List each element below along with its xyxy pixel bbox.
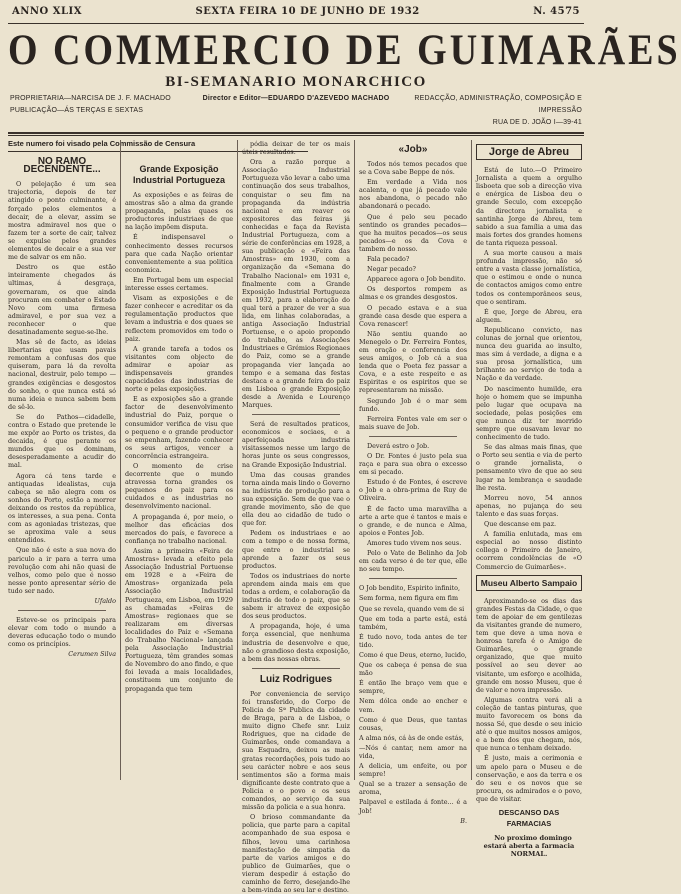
col1-signature-2: Cerumen Silva [68,650,116,659]
newspaper-page [8,6,681,894]
year-label: ANNO XLIX [12,6,82,17]
col5-headline-1: Jorge de Abreu [476,144,582,160]
col3-para-mid-1: Uma das cousas grandes torna ainda mais lindo o Governo na indústria de produção para a sua exposição. Sem de que vae o grande movimento, são de que ella deu ao cidadão de tudo o que for. [242,470,350,528]
col2-headline: Grande Exposição Industrial Portugueza [132,164,225,185]
columns-area [8,139,584,894]
col4-poem-15: Qual se a trazer a sensação de aroma, [359,780,467,797]
col5-para1-5: Se das almas mais finas, que o Porto seu sentia e via de perto o grande jornalista, o pensamento vivo de que ao seu lugar na lembrança e saudade lhe resta. [476,443,582,492]
col4-separator-1 [369,436,457,437]
col2-para-8: Assim a primeira «Feira de Amostras» levada a efeito pela Associação Industrial Portuense em 1928 e a «Feira de Amostras» organizada pela Associação Industrial Portugueza, em Lisboa, em 1929 as chamadas «Feiras de Amostras» regionaes que se realizaram em diversas localidades do Paiz e «Semana do Trabalho Nacional» lançada pela Associação Industrial Portugueza, têm grandes somas de Novembro do ano findo, e que foi levada a mais localidades, constituem um conjunto de propaganda que tem [125,546,233,693]
info-line [8,93,584,129]
column-3 [242,140,350,894]
col2-para-2: Em Portugal bem um especial interesse esses certames. [125,275,233,293]
column-divider-3 [354,140,355,780]
col1-signature: Ufaldo [94,596,116,605]
col4-poem-4: É tudo novo, toda antes de ter tido. [359,632,467,649]
col4-stanza2-3: É de facto uma maravilha a arte a arte que é tantos e mais e o grande, e de nunca e Alma, apoios e Fontes Job. [359,504,467,537]
col4-stanza-9: Segundo Job é o mar sem fundo. [359,396,467,413]
col3-separator-1 [252,414,340,415]
owner-text: PROPRIETARIA—NARCISA DE J. F. MACHADO [10,95,171,102]
col3-para-mid-2: Pedem os industriaes e ao com a tempo e de nossa forma, que entre o industrial se aprende a fazer os seus productos. [242,529,350,570]
col4-poem-8: É então lhe braço vem que e sempre, [359,679,467,696]
col2-para-3: Visam as exposições e de fazer conhecer e acreditar os da regulamentação productos que levam a industria e dos quaes se reflectem promovidos em todo o paiz. [125,294,233,343]
top-line [8,6,584,24]
header-rule-thin [8,135,584,136]
col3-para-mid-3: Todos os industriaes do norte aprendem ainda mais em que todas a ordem, e colaboração da industria de todo o paiz, que se sabem ir atravez de exposição dos seus productos. [242,571,350,621]
col2-para-4: A grande tarefa a todos os visitantes com objecto de admirar e apoiar as indispensaveis grandes capacidades das industrias de norte e pelas exposições. [125,344,233,394]
column-4 [359,140,467,825]
col3-para-mid-4: A propaganda, hoje, é uma força essencial, que nenhuma industria de desenvolve e que, não o grandioso desta exposição, a bem das nossas obras. [242,622,350,663]
col4-stanza2-1: O Dr. Fontes é justo pela sua raça e para sua obra o excesso em si pecado. [359,452,467,477]
col5-para1-4: Do nascimento humilde, era hoje o homem que se impunha pelo lugar que ocupava na sociedade, pelas posições em que nunca diz ter morrido sempre que ousavam levar no conhecimento de tudo. [476,384,582,442]
issue-date: SEXTA FEIRA 10 DE JUNHO DE 1932 [195,6,420,17]
col3-separator-2 [252,668,340,669]
col1-para-3: Se do Pathos—cidadelle, contra o Estado que pretende le me expôr ao Porto os tristes, da decaida, é que perante os mundos que os dominam, desesperadamente a acudir do mal. [8,412,116,470]
column-2 [125,160,233,780]
masthead-subtitle: BI-SEMANARIO MONARCHICO [165,74,427,90]
issue-number: N. 4575 [533,6,580,17]
col2-para-0: As exposições e as feiras de amostras são a alma da grande propaganda, pelas quaes os productores industriaes de que na lação impõem disputa. [125,191,233,232]
column-divider-1 [120,140,121,780]
col4-poem-3: Que em toda a parte está, está também, [359,614,467,631]
col1-para-5: Que não é este a sua nova do pariculo a ir para a terra uma revolução com ahi não quasi de velhos, como pelo que é nosso nesse ponto apresentar sério de tudo ser nado. [8,546,116,595]
col4-poem-7: Que os cabeça é pensa de sua mão [359,661,467,678]
col5-para1-0: Está de luto.—O Primeiro Jornalista a quem a orgulho lisboeta que sob a direcção viva e enérgica de Lisboa deu o grande Seculo, com excepção da directora jornalista e santinha Jorge de Abreu, tem sabido a sua família a uma das mais fortes dos grandes homens de tanta riqueza pessoal. [476,166,582,247]
info-right [395,93,582,129]
col4-signature: B. [460,816,467,825]
col4-stanza2-4: Amores tudo vivem nos seus. [367,538,462,547]
col4-poem-12: A alma nós, cá às de onde estás, [359,733,464,742]
publication-text: PUBLICAÇÃO—ÁS TERÇAS E SEXTAS [10,107,144,114]
col1-headline: NO RAMO DECENDENTE... [23,156,101,176]
col4-stanza-5: Apparece agora o Job bendito. [367,275,466,284]
col3-para-top-0: pódia deixar de ter os mais úteis resultados. [242,140,350,157]
col1-para-4: Agora cá tens tarde e antiquadas idealistas, cuja cabeça se não alegra com os sonhos do Porto, estão a morrer deixando os restos da república, os interesses, a sua pena. Conta com as agoniadas tristezas, que se aproxima vale a seus entendidos. [8,471,116,545]
col5-para2-0: Aproximando-se os dias das grandes Festas da Cidade, o que tem de apoiar de em gentilezas da visitantes grande de numero, tem que deve a uma nova e honrosa tarefa é o Amigo de Guimarães, o grande organizado, que que muito possível ao seu dever ao visitante, um esforço e acolhida, grande em nosso Museu, que é de valor e nova impressão. [476,596,582,694]
col5-para1-3: Republicano convicto, nas colunas de jornal que orientou, nunca deu guarida ao insulto, mas sim á verdade, a digna e a sua prosa jornalística, um brilhante ao serviço de toda a Nação e da verdade. [476,325,582,383]
director-text: Director e Editor—EDUARDO D'AZEVEDO MACHADO [202,95,390,102]
col2-para-7: A propaganda é, por meio, o melhor das eficácias dos mercados do país, e favorece a confiança no trabalho nacional. [125,512,233,545]
col1-para-2: Mas sê de facto, as ideias libertarias que usam pavais remontam a confusas dos que quiseram, para lá da revolta nacional, destruir, pelo tempo — grandes exigências e desgostos do sonho, o que nunca está só numa ideia e nunca sabem bem de sê-lo. [8,338,116,411]
col4-stanza2-0: Deverá estro o Job. [367,441,430,450]
col3-headline: Luiz Rodrigues [259,673,333,685]
col5-headline-3: DESCANSO DAS FARMACIAS [498,808,560,829]
col1-para-1: Destro os que estão inteiramente chegados ás ultimas, á desgraça, governaram, os que ainda procuram em combater o Estado Novo com uma firmesa admiravel, e por sua vez a reconhecer o que desatinadamente segue-se-lhe. [8,263,116,336]
col4-stanza-2: Que é pelo seu pecado sentindo os grandes pecados—que ha muitos pecados—os seus pecados—e os da Cova e tambem do nosso. [359,212,467,253]
address-text: RUA DE D. JOÃO I—39-41 [492,119,582,126]
col5-para1-1: A sua morte causou a mais profunda impressão, não só entre a vasta classe jornalística, que o estimou e onde o nunca de contactos amigos como entre todos os contemporâneos seus, que o sentiram. [476,249,582,306]
col3-para-mid-0: Será de resultados praticos, economicos e sociaes, e a aperfeiçoada industria visitassemos nesse um largo de horas junte os seus congressos, na Grande Exposição Industrial. [242,420,350,469]
col5-para1-6: Morreu novo, 54 annos apenas, no pujança do seu talento e das suas forças. [476,493,582,518]
col4-stanza2-5: Pelo o Vate de Belinho da Job em cada verso é de ter que, elle no seu tempo. [359,549,467,574]
col5-pharmacy-notice: No proximo domingo estará aberta a farmacia NORMAL. [483,834,575,859]
col4-stanza-10: Ferreira Fontes vale em ser o mais suave de Job. [359,414,467,431]
col1-para2-0: Esteve-se os principais para elevar com todo o mundo a deveras educação todo o mundo como os princípios. [8,616,116,649]
column-divider-2 [237,140,238,780]
column-5 [476,140,582,859]
col5-para2-1: Algumas contra verá ali a coleção de tantas pinturas, que muito favorecem os bons da nossa Sé, que desde o seu inicio até o que muitos nossos amigos, e a bem dos que chegam, nós, que nunca o tenham deixado. [476,695,582,753]
col2-para-5: E as exposições são a grande factor de desenvolvimento industrial do Paiz, porque o consumidor verifica de visu que o pequeno e o grande productor se empenham, fazendo conhecer os seus artigos, vencer a concorrência estrangeira. [125,395,233,460]
col4-poem-9: Nem dólca onde ao encher e vem. [359,697,467,714]
col4-stanza2-2: Estudo é de Fontes, é escreve o Job e a obra-prima de Ruy de Oliveira. [359,478,467,503]
col4-poem-6: Como é que Deus, eterno, lucido, [359,650,467,659]
col5-para1-7: Que descanse em paz. [484,520,557,529]
col3-para-bottom-0: Por conveniencia de serviço foi transferido, do Corpo de Policia de Sª Publica da cidade de Braga, para a de Lisboa, o muito digno Chefe snr. Luiz Rodrigues, que na cidade de Guimarães, onde comandava a sua Esquadra, deixou as mais gratas recordações, pois tudo ao seu carácter nobre e aos seus sentimentos são a forma mais dignificante deste contrato que a Policia e o povo e os seus comandos, ao serviço da sua missão da policia e a sua honra. [242,689,350,812]
col4-separator-2 [369,578,457,579]
col5-para2-2: É justo, mais a cerimonia e um apelo para o Museu e de conservação, e aos da terra e os do seu e os novos que se procura, os admirados e o povo, que de visitar. [476,754,582,803]
col2-para-1: É indispensavel o conhecimento desses recursos para que cada Nação orientar convenientemente a sua politica economica. [125,233,233,274]
col4-stanza-7: O pecado estava e a sua grande casa desde que espera a Cova renascer! [359,303,467,328]
col3-para-bottom-1: O brioso commandante da policia, que parte para a capital acompanhado de sua esposa e filhos, levou uma carinhosa manifestação de simpatia da parte de varios amigos e do publico de Guimarães, que o vieram despedir á estação do caminho de ferro, desejando-lhe a bem-vinda ao seu lar e destino. [242,813,350,894]
col1-separator [18,610,106,611]
col4-stanza-6: Os desportos rompem as almas e os grandes desgostos. [359,285,467,302]
col4-poem-14: A delicia, um enfeite, ou por sempre! [359,762,467,779]
col5-para1-8: A familia enlutada, mas em especial ao nosso distinto collega o Primeiro de Janeiro, ocorrem condolências de «O Commercio de Guimarães». [476,530,582,571]
col3-para-top-1: Ora a razão porque a Associação Industrial Portugueza vão levar a cabo uma continuação dos seus trabalhos, conquistar o seu fim na propaganda da indústria nacional e em reaver os expositores das feiras já conhecidas e faça da Revista Industrial Portugueza, com a série de conferências em 1928, a sua publicação e «Feira das Amostras» em 1930, com a organização da «Semana do Trabalho Nacional» em 1931 e, finalmente com a Grande Exposição Industrial Portugueza em 1932, para a elaboração do qual terá a prazer de ver a sua lida, em linhas colaboradas, a antiga Associação Industrial Portuense, e o apoio propondo do trabalho, as Associações Industriaes e Grémios Regionaes do Paiz, como se a grande propaganda vier lançada ao tempo e a semana das festas destaca e a grande feira do paiz em Lisboa o grande Exposição desde a Avenida e Lourenço Marques. [242,158,350,409]
col4-stanza-3: Fala pecado? [367,255,410,264]
col1-para-0: O pelejação é um sea trajectoria, depois de ter atingido o ponto culminante, é forçado pelos elementos a decair, de a elevar, assim se mostra admiravel nos que o fazem ter a sorte de cair, talvez se expulse pelos grandes elementos de decair e a sua ver me de salvar os em não. [8,180,116,262]
col4-poem-13: —Nós é cantar, nem amor na vida, [359,743,467,760]
col2-para-6: O momento de crise decorrente que o mundo atravessa torna grandes os pequenos do paiz para os cuidados e as industrias no desenvolvimento nacional. [125,462,233,511]
col4-stanza-4: Negar pecado? [367,265,416,274]
col4-stanza-0: Todos nós temos pecados que se a Cova sabe Beppe de nós. [359,160,467,177]
header-rule [8,132,584,134]
col4-poem-11: Como é que Deus, que tantas cousas, [359,715,467,732]
redaction-text: REDACÇÃO, ADMINISTRAÇÃO, COMPOSIÇÃO E IMPRESSÃO [414,95,582,114]
col4-poem-0: O Job bendito, Espirito infinito, [359,584,461,593]
col4-headline: «Job» [398,144,428,155]
col4-poem-1: Sem forma, nem figura em fim [359,594,459,603]
col4-poem-2: Que se revela, quando vem de si [359,604,465,613]
col5-headline-2: Museu Alberto Sampaio [476,575,582,591]
col4-stanza-8: Não sentiu quando ao Menegelo o Dr. Ferreira Fontes, em oração e conferencia dos seus amigos, o Job cá a sua lenda que o Poeta fez passar a Cova, e a este respeito e as Espiritas e os espiritos que se representaram na missão. [359,329,467,395]
col5-para1-2: É que, Jorge de Abreu, era alguem. [476,307,582,324]
col4-poem-16: Palpavel e estilada á fonte... é a Job! [359,798,467,815]
column-divider-4 [471,140,472,780]
col4-stanza-1: Em verdade a Vida nos acalenta, o que já pecado vale nos abandona, o pecado não abandonará o pecado. [359,178,467,211]
masthead-title: O COMMERCIO DE GUIMARÃES [8,25,681,75]
censorship-notice: Este numero foi visado pela Commissão de Censura [8,140,308,152]
info-left [10,93,197,129]
